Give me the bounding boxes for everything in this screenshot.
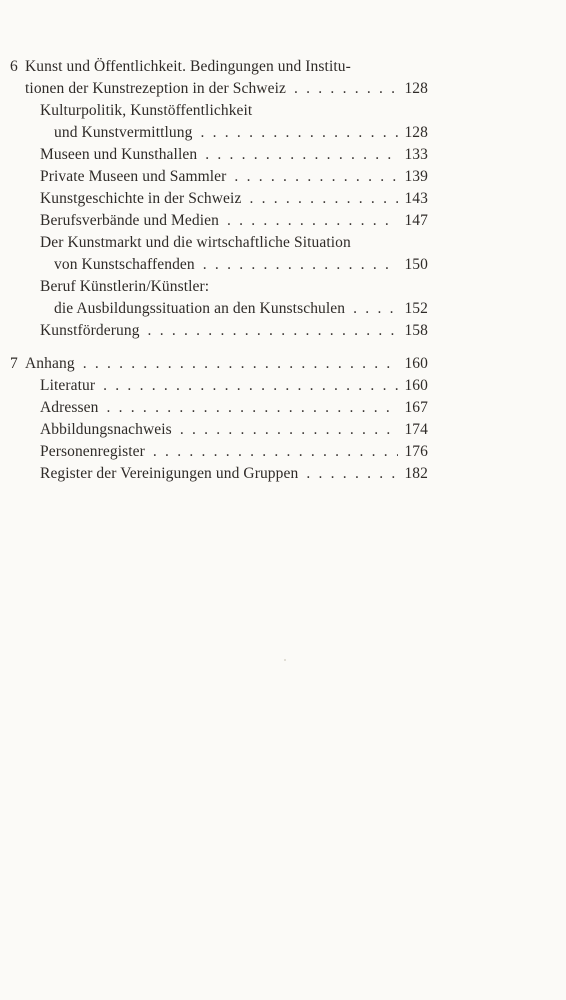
page-number: 128 <box>404 80 428 97</box>
entry-title: und Kunstvermittlung <box>54 124 193 141</box>
paper-speck <box>284 659 286 661</box>
entry-title: Kunstgeschichte in der Schweiz <box>40 190 242 207</box>
toc-entry <box>54 123 428 143</box>
entry-title: Der Kunstmarkt und die wirtschaftliche Situation <box>40 234 351 251</box>
section-title: Kunst und Öffentlichkeit. Bedingungen und Institu- <box>25 58 351 75</box>
page-number: 174 <box>404 421 428 438</box>
toc-entry <box>40 420 428 440</box>
dot-leader <box>180 420 398 440</box>
entry-title: Abbildungsnachweis <box>40 421 172 438</box>
toc-entry <box>25 354 428 374</box>
dot-leader <box>200 123 398 143</box>
section-title-line <box>25 57 351 77</box>
toc-entry <box>25 79 428 99</box>
entry-title: Private Museen und Sammler <box>40 168 227 185</box>
entry-title: Register der Vereinigungen und Gruppen <box>40 465 299 482</box>
dot-leader <box>203 255 398 275</box>
toc-entry <box>40 189 428 209</box>
dot-leader <box>148 321 398 341</box>
entry-title: von Kunstschaffenden <box>54 256 195 273</box>
entry-title: Museen und Kunsthallen <box>40 146 198 163</box>
entry-title-line <box>40 101 252 121</box>
toc-entry <box>54 299 428 319</box>
dot-leader <box>294 79 398 99</box>
dot-leader <box>249 189 398 209</box>
toc-entry <box>40 321 428 341</box>
entry-title: Personenregister <box>40 443 145 460</box>
toc-entry <box>40 145 428 165</box>
dot-leader <box>353 299 398 319</box>
page-number: 147 <box>404 212 428 229</box>
toc-entry <box>40 376 428 396</box>
page-number: 176 <box>404 443 428 460</box>
dot-leader <box>106 398 398 418</box>
dot-leader <box>227 211 398 231</box>
page-number: 150 <box>404 256 428 273</box>
entry-title: Kunstförderung <box>40 322 140 339</box>
entry-title: Beruf Künstlerin/Künstler: <box>40 278 210 295</box>
entry-title: Berufsverbände und Medien <box>40 212 219 229</box>
entry-title: die Ausbildungssituation an den Kunstschulen <box>54 300 346 317</box>
dot-leader <box>234 167 398 187</box>
entry-title: Adressen <box>40 399 99 416</box>
toc-entry <box>40 398 428 418</box>
page-number: 133 <box>404 146 428 163</box>
toc-entry <box>40 167 428 187</box>
entry-title-line <box>40 277 209 297</box>
page-number: 152 <box>404 300 428 317</box>
toc-entry <box>40 442 428 462</box>
entry-title: Kulturpolitik, Kunstöffentlichkeit <box>40 102 253 119</box>
toc-entry <box>40 211 428 231</box>
page-number: 160 <box>404 377 428 394</box>
section-number: 7 <box>10 355 18 372</box>
toc-entry <box>54 255 428 275</box>
page-number: 167 <box>404 399 428 416</box>
section-title: Anhang <box>25 355 75 372</box>
page-number: 158 <box>404 322 428 339</box>
toc-entry <box>40 464 428 484</box>
page-number: 139 <box>404 168 428 185</box>
page-number: 160 <box>404 355 428 372</box>
dot-leader <box>103 376 398 396</box>
page-number: 128 <box>404 124 428 141</box>
dot-leader <box>83 354 398 374</box>
entry-title-line <box>40 233 351 253</box>
section-title: tionen der Kunstrezeption in der Schweiz <box>25 80 286 97</box>
dot-leader <box>153 442 398 462</box>
page-number: 143 <box>404 190 428 207</box>
entry-title: Literatur <box>40 377 96 394</box>
dot-leader <box>205 145 398 165</box>
section-number: 6 <box>10 58 18 75</box>
dot-leader <box>306 464 398 484</box>
page-number: 182 <box>404 465 428 482</box>
